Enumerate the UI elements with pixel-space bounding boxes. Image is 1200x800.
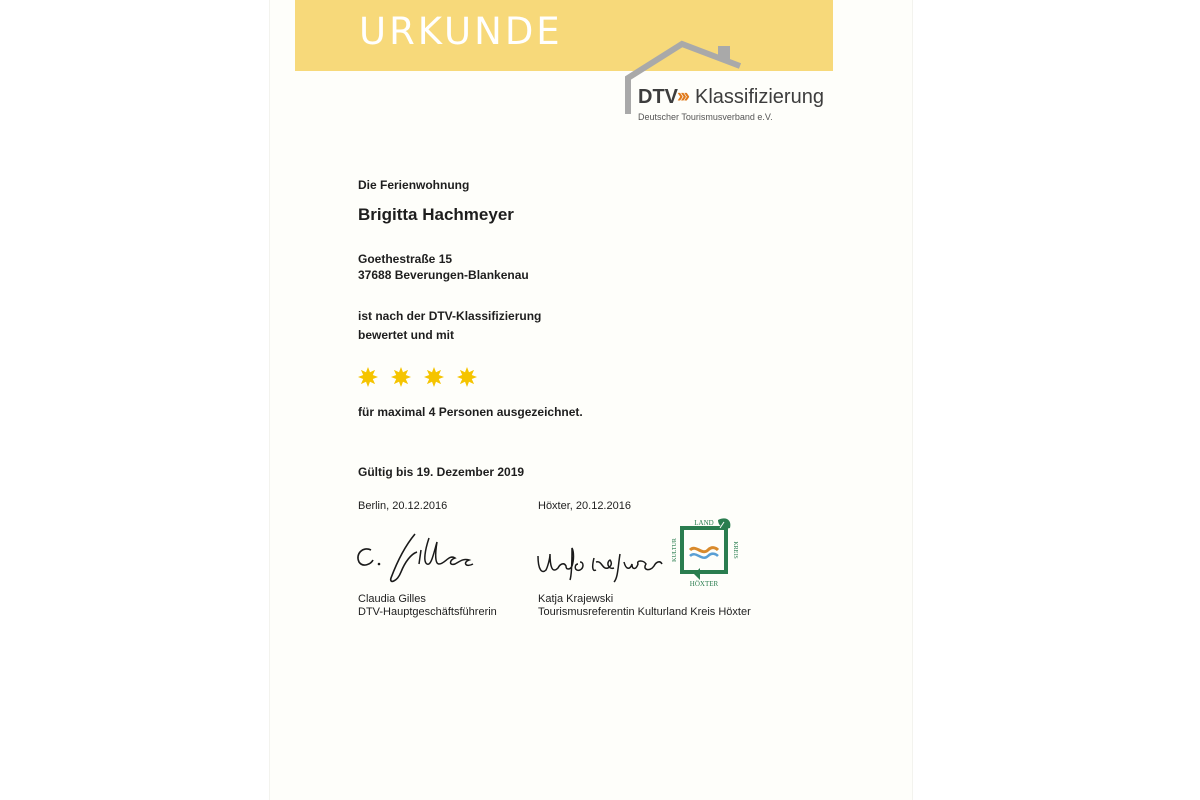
address-city: 37688 Beverungen-Blankenau (358, 268, 529, 282)
validity-date: Gültig bis 19. Dezember 2019 (358, 465, 525, 479)
dtv-brand: DTV (638, 86, 678, 108)
rating-star-icon (424, 367, 444, 387)
kulturland-hoexter-seal-icon (668, 516, 740, 588)
statement-line-1: ist nach der DTV-Klassifizierung (358, 309, 542, 323)
rating-star-icon (358, 367, 378, 387)
right-signer-role: Tourismusreferentin Kulturland Kreis Höxter (538, 606, 751, 618)
star-rating (357, 364, 487, 390)
seal-text-top: LAND (694, 519, 714, 527)
left-place-date: Berlin, 20.12.2016 (358, 500, 448, 512)
seal-text-left: KULTUR (672, 538, 678, 562)
dtv-logo-name: Klassifizierung (695, 86, 824, 108)
right-signer-name: Katja Krajewski (538, 593, 614, 605)
seal-text-right: KREIS (732, 541, 738, 559)
seal-text-bottom: HÖXTER (689, 580, 719, 588)
left-signer-name: Claudia Gilles (358, 593, 426, 605)
rating-star-icon (457, 367, 477, 387)
left-handwritten-signature (345, 528, 485, 588)
rating-star-icon (391, 367, 411, 387)
certificate-title: URKUNDE (359, 10, 563, 53)
left-signer-role: DTV-Hauptgeschäftsführerin (358, 606, 497, 618)
intro-text: Die Ferienwohnung (358, 178, 470, 192)
address-street: Goethestraße 15 (358, 252, 453, 266)
right-place-date: Höxter, 20.12.2016 (538, 500, 631, 512)
statement-line-2: bewertet und mit (358, 328, 455, 342)
right-handwritten-signature (532, 540, 672, 585)
dtv-chevrons-icon: ››› (677, 86, 687, 107)
award-line: für maximal 4 Personen ausgezeichnet. (358, 405, 583, 419)
owner-name: Brigitta Hachmeyer (358, 205, 514, 224)
dtv-logo-subtitle: Deutscher Tourismusverband e.V. (638, 112, 773, 122)
